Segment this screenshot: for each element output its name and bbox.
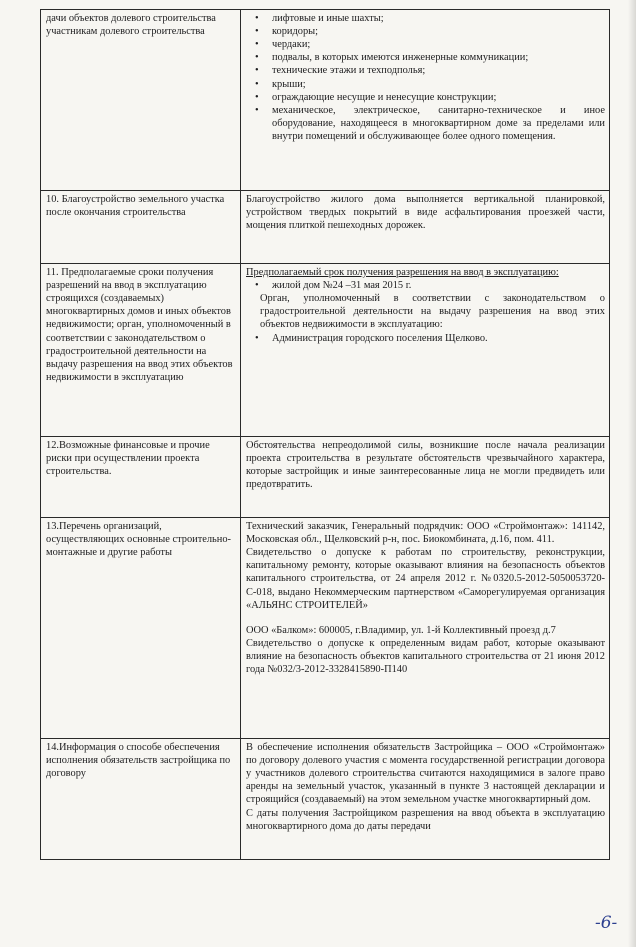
permit-term-list	[246, 279, 605, 292]
list-item: • ограждающие несущие и ненесущие конструкции;	[272, 91, 605, 104]
list-item: • Администрация городского поселения Щелково.	[272, 332, 605, 345]
contractor-paragraph: ООО «Балком»: 600005, г.Владимир, ул. 1-й Коллективный проезд д.7	[246, 624, 556, 636]
list-item: • коридоры;	[272, 25, 605, 38]
spacer	[246, 612, 605, 624]
contractor-paragraph: Технический заказчик, Генеральный подрядчик: ООО «Строймонтаж»: 141142, Московская обл., Щелковский р-н, пос. Биокомбината, д.16, пом. 411.	[246, 521, 605, 546]
declaration-table	[40, 9, 610, 860]
row-content: Благоустройство жилого дома выполняется вертикальной планировкой, устройством твердых покрытий в виде асфальтирования проезжей части, мощения плиткой пешеходных дорожек.	[241, 191, 610, 264]
guarantee-paragraph: В обеспечение исполнения обязательств Застройщика – ООО «Строймонтаж» по договору долевого участия с момента государственной регистрации договора у участников долевого строительства считаются находящимися в залоге право аренды на земельный участок, указанный в пункте 3 настоящей декларации и строящийся (создаваемый) на этом земельном участке многоквартирный дом.	[246, 742, 605, 806]
row-content	[241, 264, 610, 437]
table-row	[41, 739, 610, 860]
authority-paragraph: Орган, уполномоченный в соответствии с законодательством о градостроительной деятельности на выдачу разрешения на ввод этих объектов недвижимости в эксплуатацию:	[260, 293, 605, 331]
page-edge-shadow	[628, 0, 636, 947]
table-row	[41, 518, 610, 739]
list-item: • чердаки;	[272, 38, 605, 51]
row-label: 12.Возможные финансовые и прочие риски при осуществлении проекта строительства.	[41, 437, 241, 518]
page-number: -6-	[595, 913, 618, 933]
list-item: • подвалы, в которых имеются инженерные коммуникации;	[272, 51, 605, 64]
list-item: • механическое, электрическое, санитарно-техническое и иное оборудование, находящееся в многоквартирном доме за пределами или внутри помещений и обслуживающее более одного помещения.	[272, 104, 605, 143]
table-row	[41, 191, 610, 264]
list-item: • жилой дом №24 –31 мая 2015 г.	[272, 279, 605, 292]
row-content	[241, 739, 610, 860]
license-paragraph: Свидетельство о допуске к определенным видам работ, которые оказывают влияние на безопасность объектов капитального строительства от 21 июня 2012 года №032/3-2012-3328415890-П140	[246, 637, 605, 676]
row-label: 14.Информация о способе обеспечения исполнения обязательств застройщика по договору	[41, 739, 241, 860]
common-property-list	[246, 12, 605, 143]
authority-list	[246, 332, 605, 345]
table-row	[41, 10, 610, 191]
table-row	[41, 264, 610, 437]
permit-term-heading: Предполагаемый срок получения разрешения на ввод в эксплуатацию:	[246, 267, 559, 278]
table-row	[41, 437, 610, 518]
license-paragraph: Свидетельство о допуске к работам по строительству, реконструкции, капитальному ремонту, которые оказывают влияния на безопасность объектов капитального строительства, от 24 апреля 2012 г. №0320.5-2012-5050053720-С-018, выдано Некоммерческим партнерством «Саморегулируемая организация «АЛЬЯНС СТРОИТЕЛЕЙ»	[246, 547, 605, 611]
row-content	[241, 518, 610, 739]
row-label: 13.Перечень организаций, осуществляющих основные строительно-монтажные и другие работы	[41, 518, 241, 739]
row-label: дачи объектов долевого строительства участникам долевого строительства	[41, 10, 241, 191]
list-item: • крыши;	[272, 78, 605, 91]
guarantee-paragraph: С даты получения Застройщиком разрешения на ввод объекта в эксплуатацию многоквартирного дома до даты передачи	[246, 807, 605, 832]
list-item: • технические этажи и техподполья;	[272, 64, 605, 77]
row-label: 11. Предполагаемые сроки получения разрешений на ввод в эксплуатацию строящихся (создаваемых) многоквартирных домов и иных объектов недвижимости; орган, уполномоченный в соответствии с законодательством о градостроительной деятельности на выдачу разрешения на ввод этих объектов недвижимости в эксплуатацию	[41, 264, 241, 437]
row-content	[241, 10, 610, 191]
row-label: 10. Благоустройство земельного участка после окончания строительства	[41, 191, 241, 264]
row-content: Обстоятельства непреодолимой силы, возникшие после начала реализации проекта строительства в результате обстоятельств чрезвычайного характера, которые застройщик и иные заинтересованные лица не могли предвидеть или предотвратить.	[241, 437, 610, 518]
list-item: • лифтовые и иные шахты;	[272, 12, 605, 25]
